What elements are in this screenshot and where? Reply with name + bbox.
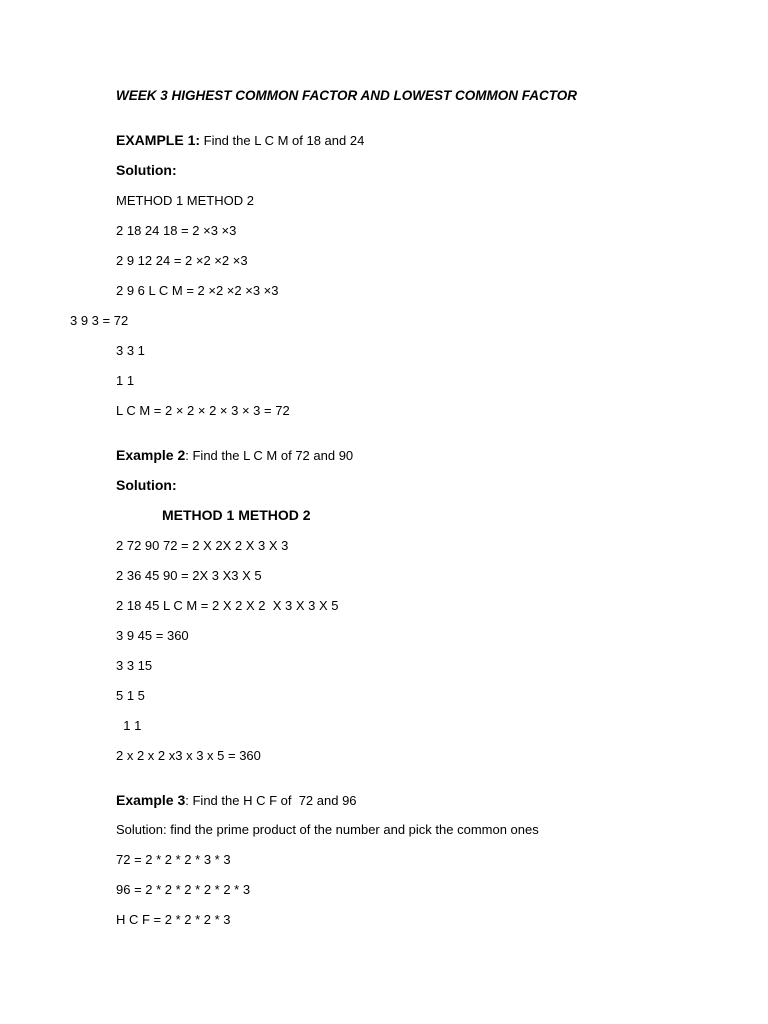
example-1-heading [116, 132, 364, 149]
example-2-line: 3 9 45 = 360 [116, 628, 189, 643]
example-2-solution-label: Solution: [116, 477, 177, 493]
example-1-solution-label: Solution: [116, 162, 177, 178]
example-3-question: : Find the H C F of 72 and 96 [185, 793, 357, 808]
example-2-methods-heading: METHOD 1 METHOD 2 [162, 507, 311, 523]
example-1-line: 3 9 3 = 72 [70, 313, 129, 328]
example-2-question: : Find the L C M of 72 and 90 [185, 448, 354, 463]
example-2-line: 2 18 45 L C M = 2 X 2 X 2 X 3 X 3 X 5 [116, 598, 339, 613]
example-1-line: METHOD 1 METHOD 2 [116, 193, 254, 208]
example-3-line: 72 = 2 * 2 * 2 * 3 * 3 [116, 852, 231, 867]
example-1-result: L C M = 2 × 2 × 2 × 3 × 3 = 72 [116, 403, 290, 418]
example-1-line: 1 1 [116, 373, 135, 388]
example-2-line: 3 3 15 [116, 658, 153, 673]
example-2-heading [116, 447, 353, 464]
example-1-line: 3 3 1 [116, 343, 145, 358]
example-1-line: 2 9 12 24 = 2 ×2 ×2 ×3 [116, 253, 248, 268]
example-3-result: H C F = 2 * 2 * 2 * 3 [116, 912, 231, 927]
example-1-question: Find the L C M of 18 and 24 [200, 133, 365, 148]
example-1-line: 2 9 6 L C M = 2 ×2 ×2 ×3 ×3 [116, 283, 279, 298]
example-3-label: Example 3 [116, 792, 186, 808]
example-3-line: 96 = 2 * 2 * 2 * 2 * 2 * 3 [116, 882, 251, 897]
document-title: WEEK 3 HIGHEST COMMON FACTOR AND LOWEST COMMON FACTOR [116, 88, 577, 103]
example-3-solution-text: Solution: find the prime product of the number and pick the common ones [116, 822, 539, 837]
example-3-heading [116, 792, 357, 809]
example-2-label: Example 2 [116, 447, 186, 463]
example-2-line: 2 72 90 72 = 2 X 2X 2 X 3 X 3 [116, 538, 289, 553]
example-2-result: 2 x 2 x 2 x3 x 3 x 5 = 360 [116, 748, 261, 763]
example-1-label: EXAMPLE 1: [116, 132, 201, 148]
example-2-line: 1 1 [116, 718, 142, 733]
example-2-line: 2 36 45 90 = 2X 3 X3 X 5 [116, 568, 262, 583]
example-1-line: 2 18 24 18 = 2 ×3 ×3 [116, 223, 237, 238]
example-2-line: 5 1 5 [116, 688, 145, 703]
